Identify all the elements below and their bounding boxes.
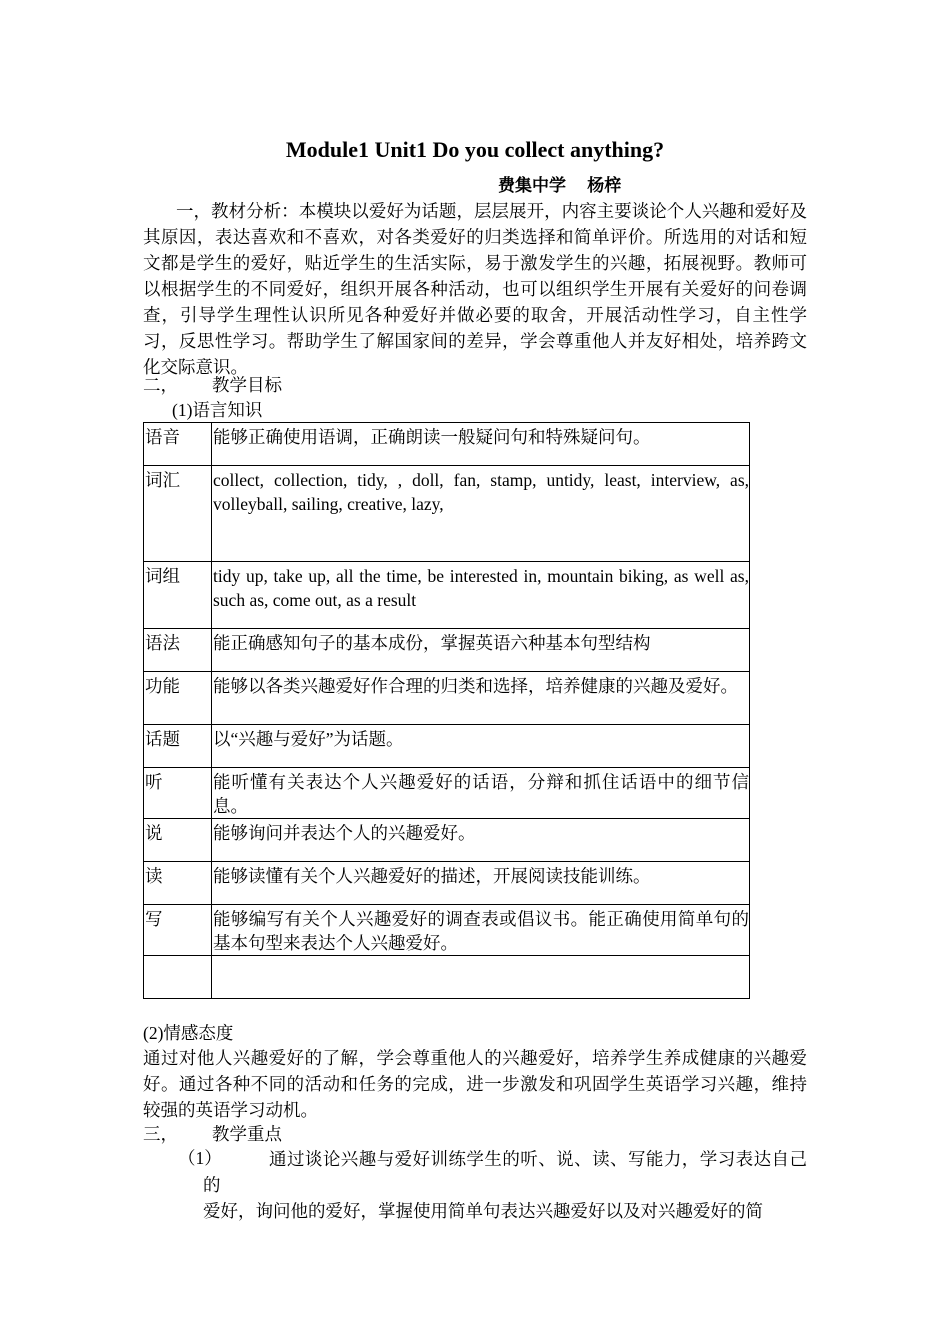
row-content: tidy up, take up, all the time, be interested in, mountain biking, as well as, such as, come out, as a result <box>212 562 750 629</box>
table-row <box>144 629 750 672</box>
row-label: 话题 <box>144 725 212 768</box>
table-row <box>144 725 750 768</box>
item1-line2: 爱好，询问他的爱好，掌握使用简单句表达兴趣爱好以及对兴趣爱好的简 <box>203 1201 763 1221</box>
section1-paragraph: 一，教材分析：本模块以爱好为话题，层层展开，内容主要谈论个人兴趣和爱好及其原因，表达喜欢和不喜欢，对各类爱好的归类选择和简单评价。所选用的对话和短文都是学生的爱好，贴近学生的生活实际，易于激发学生的兴趣，拓展视野。教师可以根据学生的不同爱好，组织开展各种活动，也可以组织学生开展有关爱好的问卷调查，引导学生理性认识所见各种爱好并做必要的取舍，开展活动性学习，自主性学习，反思性学习。帮助学生了解国家间的差异，学会尊重他人并友好相处，培养跨文化交际意识。 <box>143 201 807 377</box>
sub2-paragraph: 通过对他人兴趣爱好的了解，学会尊重他人的兴趣爱好，培养学生养成健康的兴趣爱好。通过各种不同的活动和任务的完成，进一步激发和巩固学生英语学习兴趣，维持较强的英语学习动机。 <box>143 1048 807 1120</box>
row-content: 能够编写有关个人兴趣爱好的调查表或倡议书。能正确使用简单句的基本句型来表达个人兴趣爱好。 <box>212 905 750 956</box>
item1-number: （1） <box>178 1148 222 1168</box>
item1-line1: 通过谈论兴趣与爱好训练学生的听、说、读、写能力，学习表达自己的 <box>203 1149 807 1195</box>
row-content: 以“兴趣与爱好”为话题。 <box>212 725 750 768</box>
section3-heading: 教学重点 <box>212 1124 282 1144</box>
table-row-empty <box>144 956 750 999</box>
table-row <box>144 819 750 862</box>
row-content: 能正确感知句子的基本成份，掌握英语六种基本句型结构 <box>212 629 750 672</box>
section3-number: 三， <box>143 1124 178 1144</box>
sub2-heading: (2)情感态度 <box>143 1023 234 1043</box>
row-label: 语法 <box>144 629 212 672</box>
row-label: 语音 <box>144 423 212 466</box>
row-content: 能够以各类兴趣爱好作合理的归类和选择，培养健康的兴趣及爱好。 <box>212 672 750 725</box>
row-content-empty <box>212 956 750 999</box>
document-title: Module1 Unit1 Do you collect anything? <box>285 137 665 162</box>
row-label: 写 <box>144 905 212 956</box>
row-content: 能够正确使用语调，正确朗读一般疑问句和特殊疑问句。 <box>212 423 750 466</box>
row-label: 功能 <box>144 672 212 725</box>
row-content: 能够询问并表达个人的兴趣爱好。 <box>212 819 750 862</box>
table-row <box>144 672 750 725</box>
row-label: 听 <box>144 768 212 819</box>
item1-text <box>203 1146 807 1224</box>
table-row <box>144 562 750 629</box>
table-row <box>144 768 750 819</box>
row-content: 能听懂有关表达个人兴趣爱好的话语，分辩和抓住话语中的细节信息。 <box>212 768 750 819</box>
table-row <box>144 862 750 905</box>
row-label: 说 <box>144 819 212 862</box>
row-label: 词汇 <box>144 466 212 562</box>
objectives-table <box>143 422 750 999</box>
row-content: 能够读懂有关个人兴趣爱好的描述，开展阅读技能训练。 <box>212 862 750 905</box>
table-row <box>144 466 750 562</box>
sub1-heading: (1)语言知识 <box>172 400 263 420</box>
author-line: 费集中学 杨梓 <box>498 176 622 195</box>
table-row <box>144 423 750 466</box>
table-row <box>144 905 750 956</box>
row-content: collect, collection, tidy, , doll, fan, stamp, untidy, least, interview, as, volleyball, sailing, creative, lazy, <box>212 466 750 562</box>
row-label: 读 <box>144 862 212 905</box>
section2-number: 二， <box>143 375 178 395</box>
section2-heading: 教学目标 <box>212 375 282 395</box>
row-label: 词组 <box>144 562 212 629</box>
row-label-empty <box>144 956 212 999</box>
